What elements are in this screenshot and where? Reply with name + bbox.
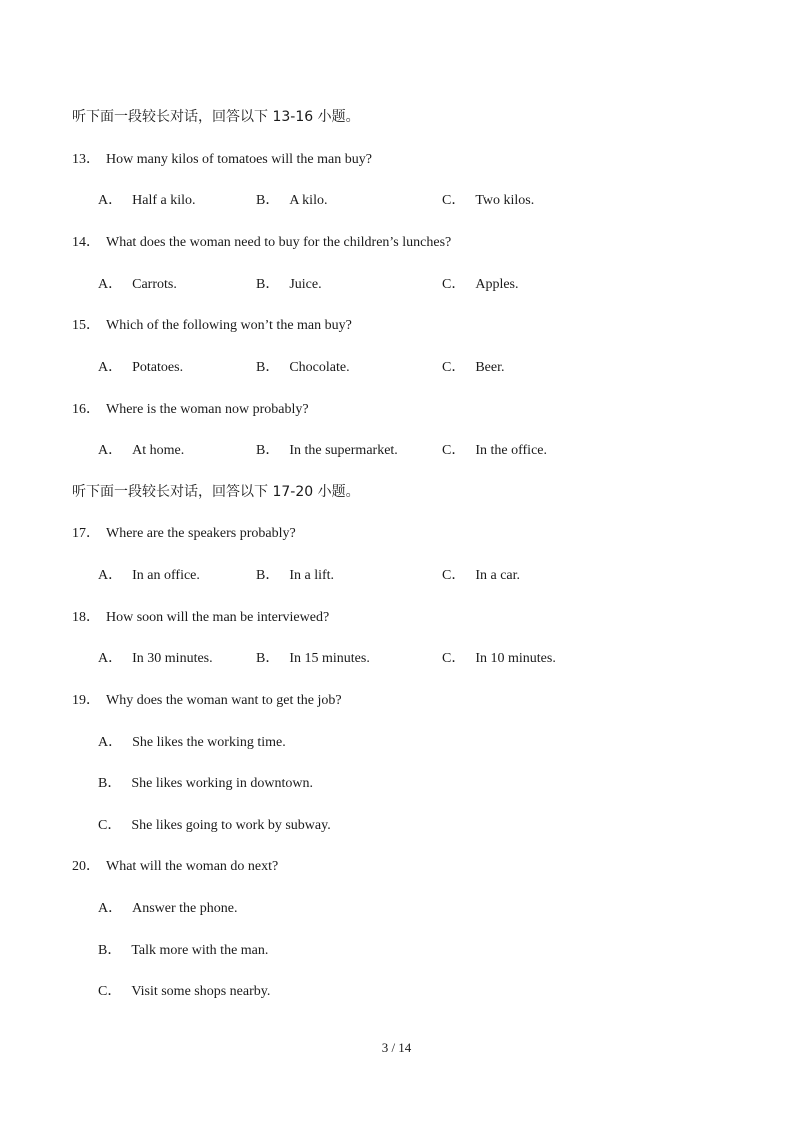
option-text: In a lift. xyxy=(289,568,335,583)
question-18 xyxy=(72,609,329,627)
option-text: Apples. xyxy=(475,277,519,292)
question-number: 14． xyxy=(72,235,100,250)
option-letter: B． xyxy=(256,360,280,375)
section-header-13-16: 听下面一段较长对话，回答以下 13-16 小题。 xyxy=(72,109,360,125)
option-14-b xyxy=(256,276,322,294)
question-text: Why does the woman want to get the job? xyxy=(106,693,342,708)
question-number: 17． xyxy=(72,526,100,541)
option-letter: B． xyxy=(256,568,280,583)
option-text: Visit some shops nearby. xyxy=(131,984,271,999)
option-15-a xyxy=(98,359,183,377)
option-text: Answer the phone. xyxy=(132,901,238,916)
question-number: 15． xyxy=(72,318,100,333)
option-letter: C． xyxy=(98,984,122,999)
question-17 xyxy=(72,525,296,543)
option-19-b xyxy=(98,775,313,793)
option-text: In 15 minutes. xyxy=(289,651,370,666)
option-letter: C． xyxy=(442,651,466,666)
option-15-b xyxy=(256,359,350,377)
question-19 xyxy=(72,692,342,710)
option-text: In a car. xyxy=(475,568,521,583)
option-13-b xyxy=(256,192,327,210)
question-text: How soon will the man be interviewed? xyxy=(106,610,330,625)
option-letter: A． xyxy=(98,901,123,916)
option-13-c xyxy=(442,192,534,210)
question-text: Where are the speakers probably? xyxy=(106,526,296,541)
option-15-c xyxy=(442,359,505,377)
option-text: In 30 minutes. xyxy=(132,651,213,666)
option-18-b xyxy=(256,650,370,668)
option-text: Half a kilo. xyxy=(132,193,196,208)
option-17-b xyxy=(256,567,334,585)
option-20-c xyxy=(98,983,270,1001)
question-15 xyxy=(72,317,352,335)
option-letter: A． xyxy=(98,360,123,375)
option-16-c xyxy=(442,442,547,460)
question-text: What will the woman do next? xyxy=(106,859,279,874)
option-text: At home. xyxy=(132,443,185,458)
option-text: She likes the working time. xyxy=(132,735,286,750)
option-17-a xyxy=(98,567,200,585)
option-text: In 10 minutes. xyxy=(475,651,556,666)
option-letter: B． xyxy=(98,943,122,958)
option-14-c xyxy=(442,276,519,294)
question-number: 20． xyxy=(72,859,100,874)
option-letter: A． xyxy=(98,735,123,750)
section-header-17-20: 听下面一段较长对话，回答以下 17-20 小题。 xyxy=(72,484,360,500)
option-text: In the office. xyxy=(475,443,547,458)
question-number: 16． xyxy=(72,402,100,417)
question-text: Where is the woman now probably? xyxy=(106,402,309,417)
option-20-a xyxy=(98,900,238,918)
option-text: She likes going to work by subway. xyxy=(131,818,331,833)
question-number: 13． xyxy=(72,152,100,167)
option-text: A kilo. xyxy=(289,193,328,208)
option-text: Two kilos. xyxy=(475,193,535,208)
question-text: How many kilos of tomatoes will the man buy? xyxy=(106,152,372,167)
option-letter: B． xyxy=(256,193,280,208)
option-letter: B． xyxy=(256,277,280,292)
option-letter: C． xyxy=(442,277,466,292)
option-text: Juice. xyxy=(289,277,322,292)
option-19-a xyxy=(98,734,286,752)
option-text: Chocolate. xyxy=(289,360,350,375)
option-14-a xyxy=(98,276,177,294)
option-18-c xyxy=(442,650,556,668)
option-letter: C． xyxy=(442,193,466,208)
option-16-b xyxy=(256,442,398,460)
question-text: Which of the following won’t the man buy? xyxy=(106,318,352,333)
option-letter: A． xyxy=(98,651,123,666)
option-text: Potatoes. xyxy=(132,360,184,375)
option-text: Talk more with the man. xyxy=(131,943,269,958)
option-18-a xyxy=(98,650,213,668)
option-letter: B． xyxy=(256,443,280,458)
option-text: Beer. xyxy=(475,360,505,375)
option-letter: C． xyxy=(442,568,466,583)
option-text: She likes working in downtown. xyxy=(131,776,313,791)
option-letter: C． xyxy=(442,360,466,375)
question-16 xyxy=(72,401,309,419)
option-letter: C． xyxy=(442,443,466,458)
option-letter: B． xyxy=(98,776,122,791)
option-text: Carrots. xyxy=(132,277,177,292)
option-letter: A． xyxy=(98,193,123,208)
option-16-a xyxy=(98,442,184,460)
option-letter: A． xyxy=(98,568,123,583)
option-text: In the supermarket. xyxy=(289,443,398,458)
question-13 xyxy=(72,151,372,169)
option-letter: A． xyxy=(98,277,123,292)
page-number: 3 / 14 xyxy=(381,1040,412,1055)
option-text: In an office. xyxy=(132,568,200,583)
option-13-a xyxy=(98,192,196,210)
option-17-c xyxy=(442,567,520,585)
question-14 xyxy=(72,234,451,252)
question-number: 19． xyxy=(72,693,100,708)
option-letter: A． xyxy=(98,443,123,458)
question-number: 18． xyxy=(72,610,100,625)
option-letter: C． xyxy=(98,818,122,833)
question-text: What does the woman need to buy for the children’s lunches? xyxy=(106,235,452,250)
option-20-b xyxy=(98,942,268,960)
option-19-c xyxy=(98,817,331,835)
option-letter: B． xyxy=(256,651,280,666)
question-20 xyxy=(72,858,278,876)
